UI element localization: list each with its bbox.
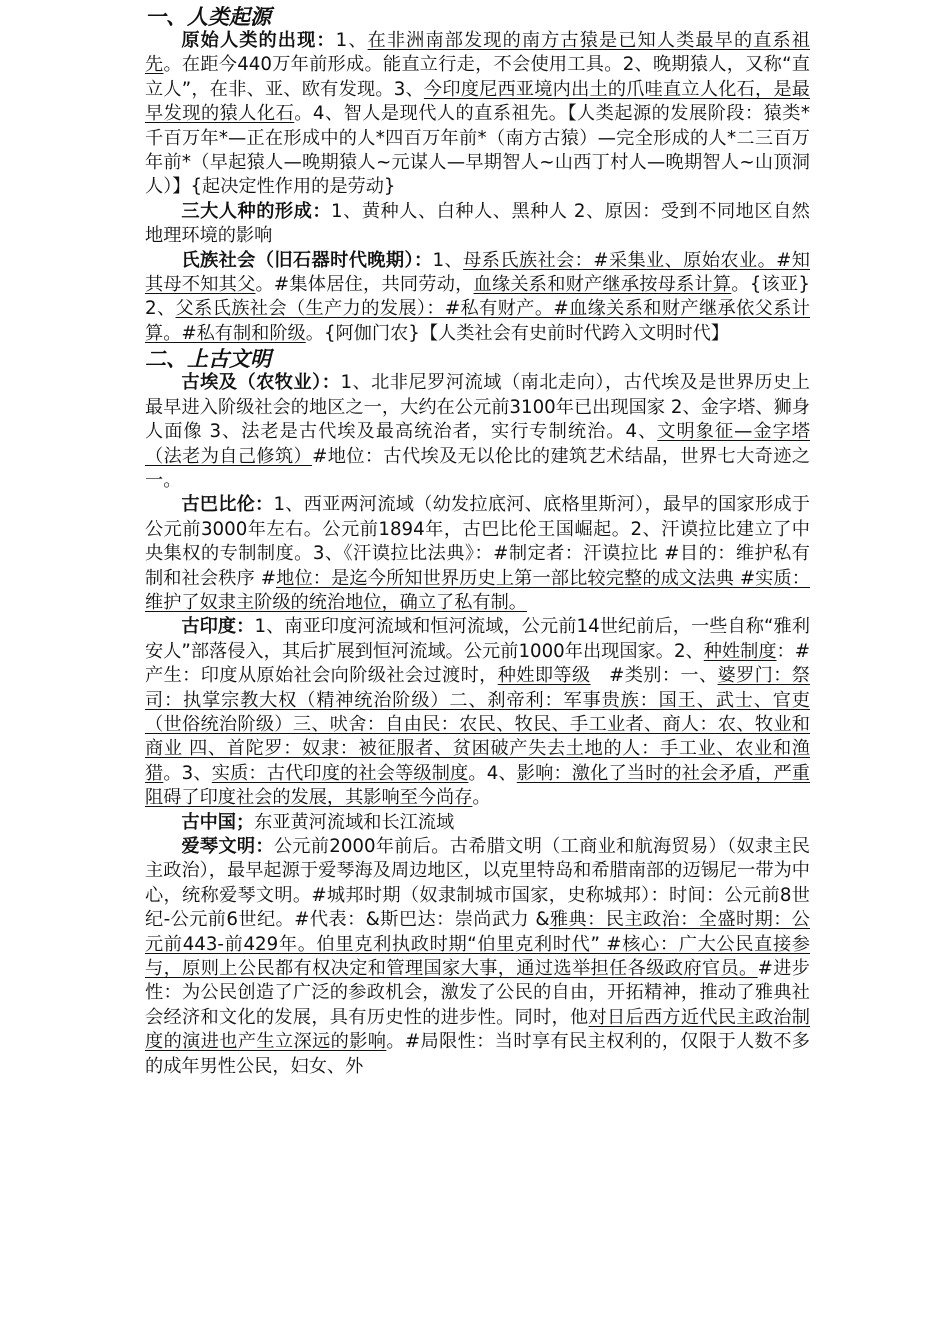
underlined-text: 文明象征—金字塔（法老为自己修筑） xyxy=(145,421,810,467)
paragraph-primitive-humans: 原始人类的出现：1、在非洲南部发现的南方古猿是已知人类最早的直系祖先。在距今440万年前形成。能直立行走，不会使用工具。2、晚期猿人，又称“直立人”，在非、亚、欧有发现。3、今印度尼西亚境内出土的爪哇直立人化石，是最早发现的猿人化石。4、智人是现代人的直系祖先。【人类起源的发展阶段：猿类*千百万年*—正在形成中的人*四百万年前*（南方古猿）—完全形成的人*二三百万年前*（早起猿人—晚期猿人~元谋人—早期智人~山西丁村人—晚期智人~山顶洞人）】{起决定性作用的是劳动} xyxy=(145,30,810,198)
paragraph-lead: 氏族社会（旧石器时代晚期）： xyxy=(181,249,433,271)
underlined-text: 种姓制度 xyxy=(703,640,777,662)
underlined-text: 母系氏族社会：#采集业、原始农业。#知其母不知其父 xyxy=(145,249,810,296)
paragraph-lead: 爱琴文明： xyxy=(181,836,274,857)
underlined-text: 父系氏族社会（生产力的发展）：#私有财产。#血缘关系和财产继承依父系计算。#私有制和阶级 xyxy=(145,298,810,344)
paragraph-ancient-india: 古印度：1、南亚印度河流域和恒河流域，公元前14世纪前后，一些自称“雅利安人”部落侵入，其后扩展到恒河流域。公元前1000年出现国家。2、种姓制度：#产生：印度从原始社会向阶级社会过渡时，种姓即等级 #类别：一、婆罗门：祭司：执掌宗教大权（精神统治阶级）二、刹帝利：军事贵族：国王、武士、官吏（世俗统治阶级）三、吠舍：自由民：农民、牧民、手工业者、商人：农、牧业和商业 四、首陀罗：奴隶：被征服者、贫困破产失去土地的人：手工业、农业和渔猎。3、实质：古代印度的社会等级制度。4、影响：激化了当时的社会矛盾，严重阻碍了印度社会的发展，其影响至今尚存。 xyxy=(145,616,810,809)
paragraph-lead: 古巴比伦： xyxy=(181,494,274,516)
underlined-text: 血缘关系和财产继承按母系计算 xyxy=(473,274,732,296)
underlined-text: 地位：是迄今所知世界历史上第一部比较完整的成文法典 #实质：维护了奴隶主阶级的统治地位，确立了私有制。 xyxy=(145,567,810,613)
paragraph-lead: 古中国； xyxy=(181,811,255,833)
underlined-text: 在非洲南部发现的南方古猿是已知人类最早的直系祖先 xyxy=(145,30,810,76)
underlined-text: 对日后西方近代民主政治制度的演进也产生立深远的影响 xyxy=(145,1006,810,1053)
underlined-text: 婆罗门：祭司：执掌宗教大权（精神统治阶级）二、刹帝利：军事贵族：国王、武士、官吏（世俗统治阶级）三、吠舍：自由民：农民、牧民、手工业者、商人：农、牧业和商业 四、首陀罗：奴隶：被征服者、贫困破产失去土地的人：手工业、农业和渔猎 xyxy=(145,665,810,784)
paragraph-lead: 三大人种的形成： xyxy=(181,200,332,222)
paragraph-babylon: 古巴比伦：1、西亚两河流域（幼发拉底河、底格里斯河），最早的国家形成于公元前3000年左右。公元前1894年，古巴比伦王国崛起。2、汗谟拉比建立了中央集权的专制制度。3、《汗谟拉比法典》：#制定者：汗谟拉比 #目的：维护私有制和社会秩序 #地位：是迄今所知世界历史上第一部比较完整的成文法典 #实质：维护了奴隶主阶级的统治地位，确立了私有制。 xyxy=(145,494,810,613)
underlined-text: 今印度尼西亚境内出土的爪哇直立人化石，是最早发现的猿人化石 xyxy=(145,78,810,125)
section-heading-human-origin: 一、人类起源 xyxy=(145,4,271,29)
paragraph-aegean-civilization: 爱琴文明：公元前2000年前后。古希腊文明（工商业和航海贸易）（奴隶主民主政治），最早起源于爱琴海及周边地区，以克里特岛和希腊南部的迈锡尼一带为中心，统称爱琴文明。#城邦时期（奴隶制城市国家，史称城邦）：时间：公元前8世纪-公元前6世纪。#代表：&斯巴达：崇尚武力 &雅典：民主政治：全盛时期：公元前443-前429年。伯里克利执政时期“伯里克利时代” #核心：广大公民直接参与，原则上公民都有权决定和管理国家大事，通过选举担任各级政府官员。#进步性：为公民创造了广泛的参政机会，激发了公民的自由，开拓精神，推动了雅典社会经济和文化的发展，具有历史性的进步性。同时，他对日后西方近代民主政治制度的演进也产生立深远的影响。#局限性：当时享有民主权利的，仅限于人数不多的成年男性公民，妇女、外 xyxy=(145,836,810,1077)
paragraph-lead: 古印度： xyxy=(181,616,255,638)
paragraph-lead: 古埃及（农牧业）： xyxy=(181,372,341,394)
underlined-text: 种姓即等级 xyxy=(497,665,591,687)
underlined-text: 影响：激化了当时的社会矛盾，严重阻碍了印度社会的发展，其影响至今尚存 xyxy=(145,762,810,809)
paragraph-three-races: 三大人种的形成：1、黄种人、白种人、黑种人 2、原因：受到不同地区自然地理环境的影响 xyxy=(145,200,810,247)
paragraph-ancient-egypt: 古埃及（农牧业）：1、北非尼罗河流域（南北走向），古代埃及是世界历史上最早进入阶级社会的地区之一，大约在公元前3100年已出现国家 2、金字塔、狮身人面像 3、法老是古代埃及最高统治者，实行专制统治。4、文明象征—金字塔（法老为自己修筑）#地位：古代埃及无以伦比的建筑艺术结晶，世界七大奇迹之一。 xyxy=(145,372,810,491)
document-page xyxy=(145,4,810,1079)
section-heading-ancient-civilizations: 二、上古文明 xyxy=(145,346,271,372)
underlined-text: 雅典：民主政治：全盛时期：公元前443-前429年。伯里克利执政时期“伯里克利时代” #核心：广大公民直接参与，原则上公民都有权决定和管理国家大事，通过选举担任各级政府官员。 xyxy=(145,909,810,980)
paragraph-ancient-china: 古中国；东亚黄河流域和长江流域 xyxy=(181,811,455,833)
paragraph-clan-society: 氏族社会（旧石器时代晚期）：1、母系氏族社会：#采集业、原始农业。#知其母不知其父。#集体居住，共同劳动，血缘关系和财产继承按母系计算。{该亚} 2、父系氏族社会（生产力的发展）：#私有财产。#血缘关系和财产继承依父系计算。#私有制和阶级。{阿伽门农}【人类社会有史前时代跨入文明时代】 xyxy=(145,249,810,344)
underlined-text: 实质：古代印度的社会等级制度 xyxy=(211,762,469,784)
paragraph-lead: 原始人类的出现： xyxy=(181,30,336,51)
